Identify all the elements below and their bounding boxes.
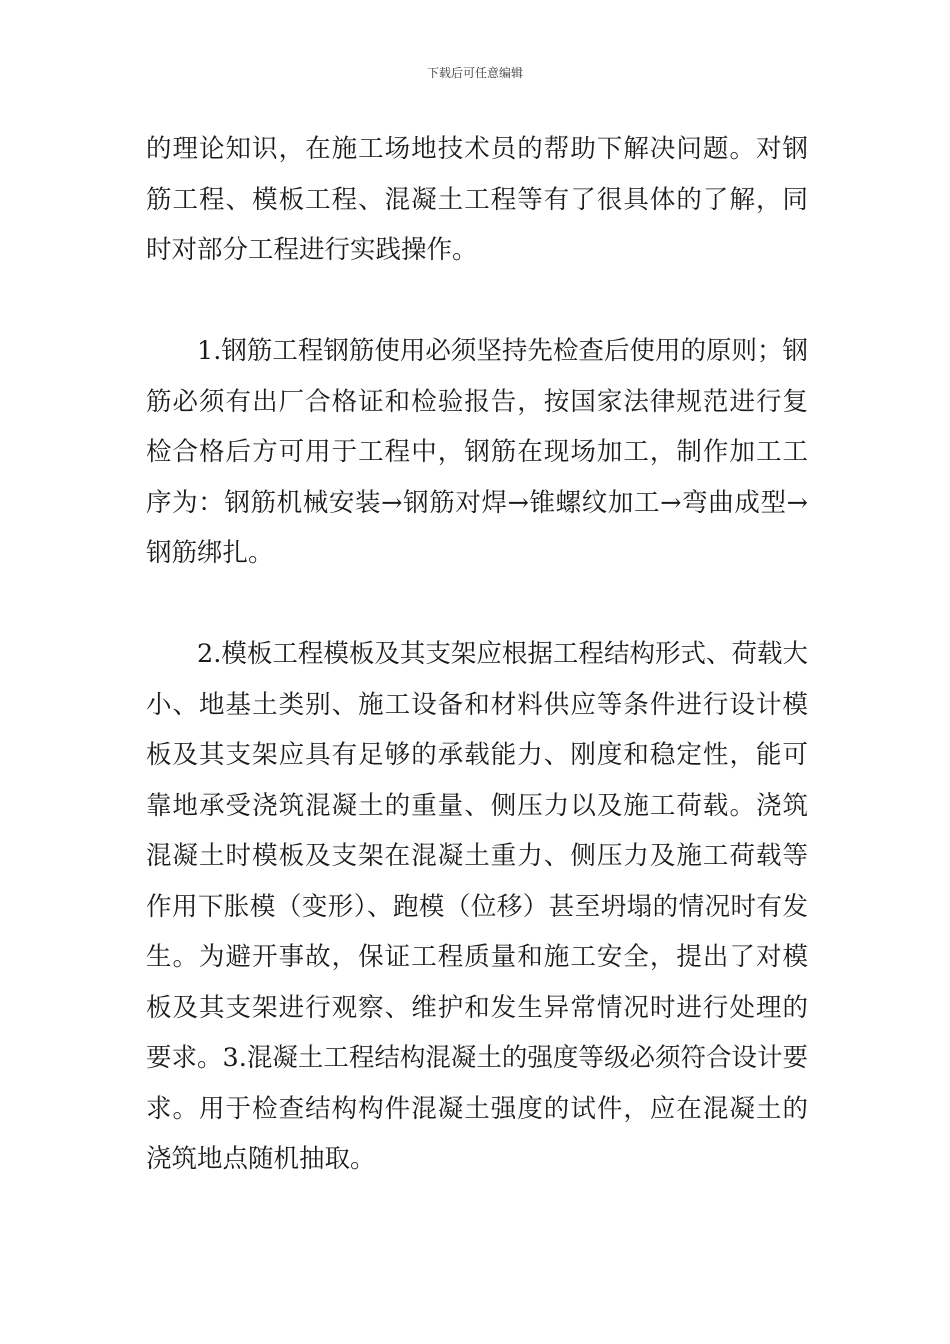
- paragraph-spacer: [146, 276, 808, 327]
- paragraph-intro: 的理论知识，在施工场地技术员的帮助下解决问题。对钢筋工程、模板工程、混凝土工程等有了很具体的了解，同时对部分工程进行实践操作。: [146, 134, 808, 265]
- paragraph-formwork-engineering: 2.模板工程模板及其支架应根据工程结构形式、荷载大小、地基土类别、施工设备和材料供应等条件进行设计模板及其支架应具有足够的承载能力、刚度和稳定性，能可靠地承受浇筑混凝土的重量、侧压力以及施工荷载。浇筑混凝土时模板及支架在混凝土重力、侧压力及施工荷载等作用下胀模（变形）、跑模（位移）甚至坍塌的情况时有发生。为避开事故，保证工程质量和施工安全，提出了对模板及其支架进行观察、维护和发生异常情况时进行处理的要求。3.混凝土工程结构混凝土的强度等级必须符合设计要求。用于检查结构构件混凝土强度的试件，应在混凝土的浇筑地点随机抽取。: [146, 639, 808, 1174]
- page-header: 下载后可任意编辑: [426, 66, 523, 80]
- document-body: [146, 124, 808, 1185]
- paragraph-rebar-engineering: 1.钢筋工程钢筋使用必须坚持先检查后使用的原则；钢筋必须有出厂合格证和检验报告，按国家法律规范进行复检合格后方可用于工程中，钢筋在现场加工，制作加工工序为：钢筋机械安装→钢筋对焊→锥螺纹加工→弯曲成型→钢筋绑扎。: [146, 336, 808, 568]
- paragraph-spacer: [146, 579, 808, 630]
